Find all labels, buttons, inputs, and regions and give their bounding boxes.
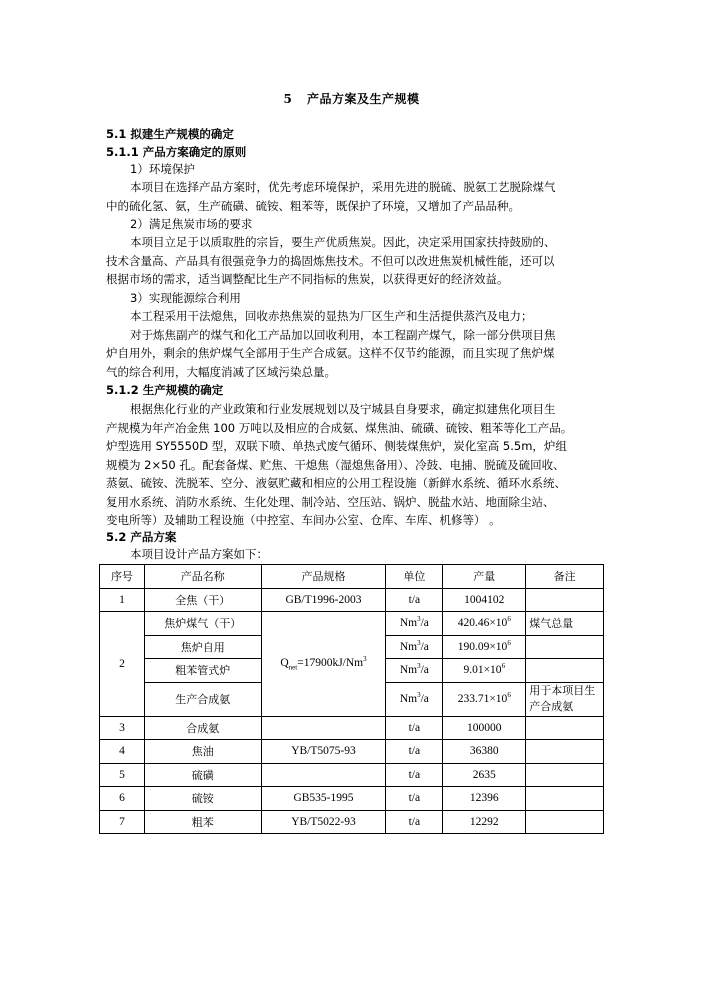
section-heading-5-2: 5.2 产品方案 [106,530,177,544]
cell-qty: $190.09\times 10^6$ [443,635,526,659]
text-line: 根据焦化行业的产业政策和行业发展规划以及宁城县自身要求，确定拟建焦化项目生 [130,402,556,416]
paragraph-environment [106,178,586,215]
header-cell: 产量 [443,565,526,589]
cell-no: 7 [100,810,145,834]
text-line: 炉自用外，剩余的焦炉煤气全部用于生产合成氨。这样不仅节约能源，而且实现了焦炉煤 [106,346,555,360]
cell-qty: 100000 [443,716,526,740]
cell-name: 硫铵 [144,787,261,811]
section-heading-5-1: 5.1 拟建生产规模的确定 [106,127,234,141]
cell-no: 2 [100,612,145,717]
chapter-number: 5 [283,92,293,106]
table-row [100,787,604,811]
cell-note [526,740,604,764]
table-header-row [100,565,604,589]
table-row [100,810,604,834]
cell-note [526,716,604,740]
cell-spec [261,763,386,787]
text-line: 本项目在选择产品方案时，优先考虑环境保护，采用先进的脱硫、脱氨工艺脱除煤气 [130,180,556,194]
cell-unit: t/a [386,810,443,834]
product-table [99,564,604,834]
text-line: 根据市场的需求，适当调整配比生产不同指标的焦炭，以获得更好的经济效益。 [106,272,509,286]
cell-name: 焦炉煤气（干） [144,612,261,636]
chapter-title-text: 产品方案及生产规模 [307,92,420,106]
cell-note [526,588,604,612]
text-line: 规模为 2×50 孔。配套备煤、贮焦、干熄焦（湿熄焦备用）、冷鼓、电捕、脱硫及硫回收、 [106,457,565,472]
cell-no: 4 [100,740,145,764]
cell-qty: $420.46\times 10^6$ [443,612,526,636]
cell-note: 用于本项目生产合成氨 [526,682,604,716]
text-line: 本项目立足于以质取胜的宗旨，要生产优质焦炭。因此，决定采用国家扶持鼓励的、 [130,235,556,249]
principle-2-title: 2）满足焦炭市场的要求 [130,217,253,231]
text-line: 产规模为年产冶金焦 100 万吨以及相应的合成氨、煤焦油、硫磺、硫铵、粗苯等化工产品。 [106,420,573,435]
cell-name: 焦炉自用 [144,635,261,659]
cell-note [526,810,604,834]
cell-unit: t/a [386,740,443,764]
text-line: 中的硫化氢、氨，生产硫磺、硫铵、粗苯等，既保护了环境，又增加了产品品种。 [106,198,520,213]
header-cell: 产品规格 [261,565,386,589]
text-line: 变电所等）及辅助工程设施（中控室、车间办公室、仓库、车库、机修等） 。 [106,513,501,527]
chapter-title [0,90,703,107]
cell-name: 全焦（干） [144,588,261,612]
cell-unit: Nm$^3$/a [386,612,443,636]
cell-note: 煤气总量 [526,612,604,636]
cell-unit: Nm$^3$/a [386,682,443,716]
cell-name: 焦油 [144,740,261,764]
cell-no: 5 [100,763,145,787]
cell-unit: t/a [386,588,443,612]
table-row [100,588,604,612]
cell-spec-heat-value: $Q_{net}=17900kJ/Nm^3$ [261,612,386,717]
header-cell: 单位 [386,565,443,589]
table-row [100,763,604,787]
cell-spec: YB/T5022-93 [261,810,386,834]
cell-unit: t/a [386,763,443,787]
cell-spec: GB/T1996-2003 [261,588,386,612]
cell-name: 粗苯 [144,810,261,834]
text-line: 蒸氨、硫铵、洗脱苯、空分、液氨贮藏和相应的公用工程设施（新鲜水系统、循环水系统、 [106,476,566,490]
cell-unit: t/a [386,787,443,811]
header-cell: 产品名称 [144,565,261,589]
text-line: 技术含量高、产品具有很强竞争力的捣固炼焦技术。不但可以改进焦炭机械性能，还可以 [106,253,555,268]
cell-name: 粗苯管式炉 [144,659,261,683]
paragraph-market [106,233,586,289]
cell-qty: $9.01\times 10^6$ [443,659,526,683]
text-line: 本工程采用干法熄焦，回收赤热焦炭的显热为厂区生产和生活提供蒸汽及电力； [130,309,533,323]
header-cell: 序号 [100,565,145,589]
principle-1-title: 1）环境保护 [130,162,195,176]
cell-unit: t/a [386,716,443,740]
header-cell: 备注 [526,565,604,589]
table-row [100,716,604,740]
cell-name: 合成氨 [144,716,261,740]
cell-name: 硫磺 [144,763,261,787]
text-line: 炉型选用 SY5550D 型，双联下喷、单热式废气循环、侧装煤焦炉，炭化室高 5.5m，炉组 [106,439,567,453]
text-line: 本项目设计产品方案如下： [130,547,268,561]
text-line: 复用水系统、消防水系统、生化处理、制冷站、空压站、锅炉、脱盐水站、地面除尘站、 [106,494,555,509]
paragraph-energy [106,307,586,381]
cell-qty: 2635 [443,763,526,787]
section-heading-5-1-1: 5.1.1 产品方案确定的原则 [106,145,247,159]
table-row [100,612,604,636]
cell-spec: YB/T5075-93 [261,740,386,764]
cell-no: 1 [100,588,145,612]
cell-no: 6 [100,787,145,811]
cell-spec: GB535-1995 [261,787,386,811]
cell-note [526,635,604,659]
cell-note [526,787,604,811]
cell-qty: $233.71\times 10^6$ [443,682,526,716]
paragraph-scale [106,400,586,530]
cell-spec [261,716,386,740]
cell-qty: 1004102 [443,588,526,612]
section-heading-5-1-2: 5.1.2 生产规模的确定 [106,383,224,397]
cell-no: 3 [100,716,145,740]
cell-name: 生产合成氨 [144,682,261,716]
cell-qty: 36380 [443,740,526,764]
principle-3-title: 3）实现能源综合利用 [130,291,241,305]
table-intro [106,545,586,564]
table-row [100,740,604,764]
text-line: 对于炼焦副产的煤气和化工产品加以回收利用，本工程副产煤气，除一部分供项目焦 [130,327,556,342]
cell-unit: Nm$^3$/a [386,635,443,659]
cell-unit: Nm$^3$/a [386,659,443,683]
cell-qty: 12396 [443,787,526,811]
cell-qty: 12292 [443,810,526,834]
text-line: 气的综合利用，大幅度消减了区域污染总量。 [106,364,336,379]
cell-note [526,763,604,787]
cell-note [526,659,604,683]
